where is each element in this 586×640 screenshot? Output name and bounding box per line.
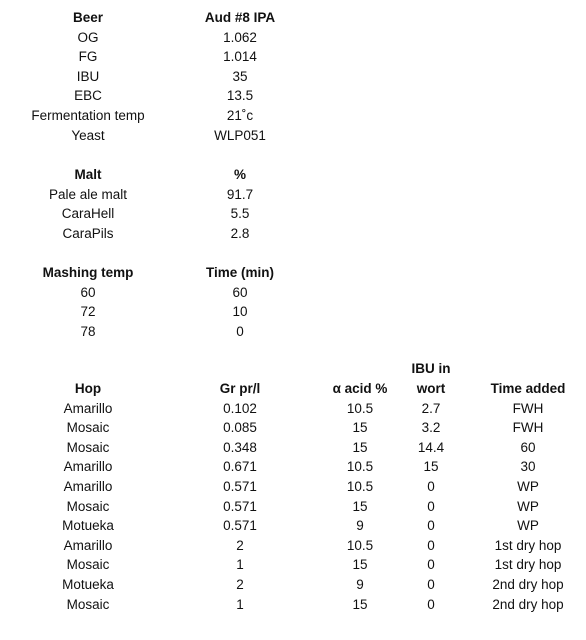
table-cell: Amarillo: [63, 537, 113, 553]
table-cell: 2.8: [230, 225, 250, 241]
header-cell: Time added: [490, 381, 566, 396]
header-cell: Gr pr/l: [219, 381, 261, 396]
table-cell: OG: [77, 29, 99, 45]
table-cell: Mosaic: [66, 596, 110, 612]
table-cell: 72: [80, 304, 96, 320]
table-cell: Amarillo: [63, 479, 113, 494]
table-cell: 60: [520, 439, 536, 455]
table-cell: Motueka: [62, 577, 114, 592]
table-cell: 10: [232, 304, 248, 320]
table-cell: Amarillo: [63, 400, 113, 416]
table-cell: 15: [352, 420, 368, 436]
table-cell: 78: [80, 323, 96, 339]
table-cell: 21˚c: [226, 108, 254, 123]
table-cell: 0.671: [223, 459, 257, 475]
table-cell: 10.5: [346, 459, 374, 475]
header-cell: α acid %: [332, 381, 388, 396]
table-cell: 1st dry hop: [494, 557, 562, 573]
table-cell: 10.5: [346, 400, 374, 416]
header-cell: IBU in: [411, 361, 451, 377]
header-cell: Beer: [72, 10, 104, 25]
table-cell: 35: [232, 68, 248, 84]
table-cell: 0: [427, 479, 435, 494]
table-cell: WP: [517, 518, 539, 534]
table-cell: EBC: [74, 88, 102, 104]
table-cell: Mosaic: [66, 557, 110, 573]
table-cell: 0: [427, 518, 435, 534]
table-cell: 1.014: [223, 49, 257, 65]
table-cell: Motueka: [62, 518, 114, 534]
table-cell: 60: [80, 284, 96, 300]
table-cell: Mosaic: [66, 420, 110, 436]
table-cell: 10.5: [346, 537, 374, 553]
table-cell: CaraHell: [61, 206, 115, 222]
table-cell: WLP051: [214, 127, 266, 143]
table-cell: 2nd dry hop: [492, 596, 564, 612]
table-cell: FG: [78, 49, 98, 65]
table-cell: 91.7: [226, 186, 254, 202]
table-cell: 0.571: [223, 479, 257, 494]
table-cell: 0.102: [223, 400, 257, 416]
table-cell: 1st dry hop: [494, 537, 562, 553]
table-cell: 2: [236, 577, 244, 592]
table-cell: 1: [236, 557, 244, 573]
table-cell: 1: [236, 596, 244, 612]
table-cell: Fermentation temp: [31, 108, 145, 123]
table-cell: 0.085: [223, 420, 257, 436]
table-cell: 60: [232, 284, 248, 300]
table-cell: Mosaic: [66, 498, 110, 514]
table-cell: 14.4: [417, 439, 445, 455]
table-cell: 0.571: [223, 498, 257, 514]
header-cell: Aud #8 IPA: [204, 10, 276, 25]
header-cell: Malt: [74, 167, 102, 182]
table-cell: 3.2: [421, 420, 441, 436]
table-cell: 15: [352, 439, 368, 455]
table-cell: 0: [427, 537, 435, 553]
table-cell: 2: [236, 537, 244, 553]
header-cell: Mashing temp: [42, 265, 134, 280]
table-cell: 15: [352, 557, 368, 573]
table-cell: 0.348: [223, 439, 257, 455]
table-cell: 0: [427, 596, 435, 612]
table-cell: 13.5: [226, 88, 254, 104]
table-cell: IBU: [76, 68, 100, 84]
table-cell: Pale ale malt: [48, 186, 128, 202]
table-cell: WP: [517, 498, 539, 514]
header-cell: Time (min): [205, 265, 275, 280]
table-cell: 2.7: [421, 400, 441, 416]
table-cell: 15: [352, 498, 368, 514]
table-cell: 10.5: [346, 479, 374, 494]
table-cell: 15: [423, 459, 439, 475]
table-cell: 0: [427, 557, 435, 573]
header-cell: Hop: [74, 381, 102, 396]
table-cell: FWH: [512, 400, 544, 416]
table-cell: Amarillo: [63, 459, 113, 475]
table-cell: 0.571: [223, 518, 257, 534]
table-cell: Yeast: [71, 127, 105, 143]
table-cell: 0: [427, 498, 435, 514]
table-cell: WP: [517, 479, 539, 494]
table-cell: 9: [356, 577, 364, 592]
table-cell: CaraPils: [62, 225, 114, 241]
table-cell: 0: [427, 577, 435, 592]
table-cell: 5.5: [230, 206, 250, 222]
table-cell: 9: [356, 518, 364, 534]
table-cell: Mosaic: [66, 439, 110, 455]
table-cell: 15: [352, 596, 368, 612]
table-cell: 30: [520, 459, 536, 475]
table-cell: 1.062: [223, 29, 257, 45]
table-cell: 0: [236, 323, 244, 339]
table-cell: 2nd dry hop: [492, 577, 564, 592]
table-cell: FWH: [512, 420, 544, 436]
header-cell: %: [233, 167, 247, 182]
header-cell: wort: [416, 381, 446, 396]
